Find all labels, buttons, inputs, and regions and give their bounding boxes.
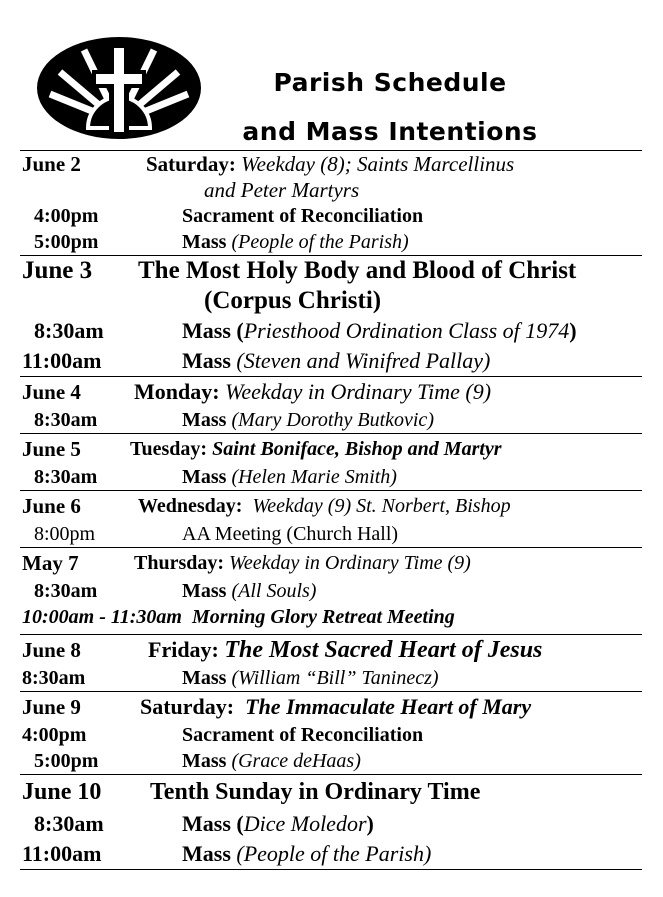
event-intention: (William “Bill” Taninecz) (231, 667, 439, 689)
event-detail (182, 203, 423, 229)
day-label: The Most Holy Body and Blood of Christ (138, 257, 577, 284)
page-title-line-2: and Mass Intentions (242, 117, 538, 146)
event-intention: Priesthood Ordination Class of 1974 (243, 318, 570, 343)
day-observance: Weekday in Ordinary Time (9) (229, 552, 471, 574)
event-title: Mass (182, 318, 231, 343)
event-intention: (People of the Parish) (236, 841, 432, 866)
event-intention: Dice Moledor (243, 811, 367, 836)
event-time: 8:30am (22, 667, 86, 689)
event-intention: (Grace deHaas) (231, 750, 361, 772)
event-title: Mass (182, 409, 227, 431)
event-intention: (People of the Parish) (231, 231, 409, 253)
day-label: Monday: (134, 379, 220, 404)
day-block-june-5 (20, 433, 642, 490)
day-label: Friday: (148, 637, 219, 662)
event-detail (182, 748, 361, 774)
event-title: AA Meeting (Church Hall) (182, 523, 399, 545)
day-heading (150, 775, 480, 809)
day-heading (134, 377, 491, 407)
day-block-june-3 (20, 255, 642, 376)
event-intention: (Helen Marie Smith) (231, 466, 397, 488)
event-time: 8:30am (34, 318, 104, 343)
event-intention-close: ) (569, 318, 577, 343)
event-intention-open: ( (236, 811, 244, 836)
event-detail (182, 346, 490, 376)
event-title: Mass (182, 750, 227, 772)
event-detail (182, 464, 397, 490)
day-heading (146, 151, 514, 177)
event-detail (182, 316, 577, 346)
day-date: June 5 (22, 437, 81, 461)
event-intention-open: ( (236, 318, 244, 343)
event-time: 4:00pm (34, 205, 99, 227)
day-block-june-10 (20, 774, 642, 870)
day-date: May 7 (22, 551, 79, 575)
event-time: 11:00am (22, 841, 102, 866)
event-extra: 10:00am - 11:30am Morning Glory Retreat Meeting (22, 606, 455, 628)
day-heading (138, 491, 511, 521)
day-heading (134, 548, 471, 578)
event-title: Mass (182, 811, 231, 836)
event-detail (182, 407, 434, 433)
event-time: 8:30am (34, 580, 98, 602)
day-heading (138, 256, 576, 286)
event-time: 11:00am (22, 348, 102, 373)
event-time: 8:30am (34, 811, 104, 836)
day-date: June 3 (22, 257, 93, 284)
day-block-june-4 (20, 376, 642, 433)
event-title: Mass (182, 231, 227, 253)
event-time: 5:00pm (34, 231, 99, 253)
page-title-line-1: Parish Schedule (273, 68, 507, 97)
schedule-list (20, 150, 642, 870)
event-intention: (Mary Dorothy Butkovic) (231, 409, 434, 431)
day-date: June 10 (22, 779, 102, 805)
event-time: 8:30am (34, 466, 98, 488)
event-title: Sacrament of Reconciliation (182, 724, 424, 746)
day-date: June 4 (22, 380, 81, 404)
day-observance-cont: (Corpus Christi) (204, 287, 382, 314)
event-intention: (All Souls) (231, 580, 317, 602)
day-block-june-2 (20, 150, 642, 255)
day-label: Saturday: (140, 694, 235, 719)
day-label: Saturday: (146, 152, 236, 176)
event-intention-close: ) (366, 811, 374, 836)
day-label: Tenth Sunday in Ordinary Time (150, 779, 481, 805)
day-date: June 8 (22, 638, 81, 662)
event-time: 4:00pm (22, 724, 87, 746)
day-observance: Weekday (8); Saints Marcellinus (241, 152, 515, 176)
event-detail (182, 722, 423, 748)
event-intention: (Steven and Winifred Pallay) (236, 348, 491, 373)
day-observance: The Immaculate Heart of Mary (245, 694, 532, 719)
event-detail (182, 839, 431, 869)
event-detail (182, 809, 374, 839)
day-block-june-6 (20, 490, 642, 547)
day-heading (140, 692, 531, 722)
day-heading (148, 635, 542, 665)
event-time: 5:00pm (34, 750, 99, 772)
day-observance: Weekday (9) St. Norbert, Bishop (252, 495, 511, 517)
event-detail (182, 665, 439, 691)
event-detail (182, 521, 398, 547)
event-title: Mass (182, 841, 231, 866)
event-title: Sacrament of Reconciliation (182, 205, 424, 227)
day-heading (130, 434, 502, 464)
event-title: Mass (182, 667, 227, 689)
event-time: 8:30am (34, 409, 98, 431)
event-title: Mass (182, 580, 227, 602)
day-date: June 6 (22, 494, 81, 518)
day-observance: Weekday in Ordinary Time (9) (225, 379, 492, 404)
day-date: June 2 (22, 152, 81, 176)
day-date: June 9 (22, 695, 81, 719)
event-detail (182, 578, 316, 604)
day-label: Thursday: (134, 552, 225, 574)
day-block-may-7 (20, 547, 642, 634)
event-title: Mass (182, 466, 227, 488)
event-detail (182, 229, 409, 255)
day-observance-cont: and Peter Martyrs (204, 178, 360, 202)
cross-sunburst-logo-icon (36, 36, 202, 140)
day-observance: Saint Boniface, Bishop and Martyr (212, 438, 502, 460)
day-label: Tuesday: (130, 438, 208, 460)
day-block-june-8 (20, 634, 642, 691)
event-title: Mass (182, 348, 231, 373)
day-block-june-9 (20, 691, 642, 774)
event-time: 8:00pm (34, 523, 96, 545)
day-observance: The Most Sacred Heart of Jesus (224, 637, 543, 663)
day-label: Wednesday: (138, 495, 243, 517)
